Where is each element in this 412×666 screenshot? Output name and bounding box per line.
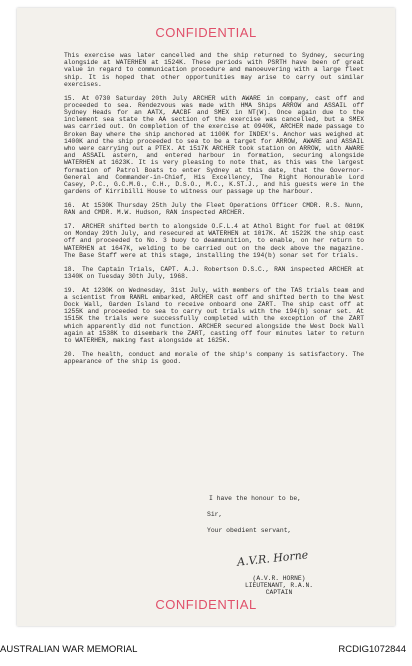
- paragraph-18: [64, 266, 364, 280]
- paragraph-continuation: [64, 52, 364, 88]
- handwritten-signature: A.V.R. Horne: [236, 548, 309, 569]
- archive-credit: AUSTRALIAN WAR MEMORIAL: [0, 644, 138, 655]
- confidential-stamp-bottom: CONFIDENTIAL: [155, 597, 257, 612]
- paragraph-number: 16.: [64, 202, 76, 210]
- signatory-role: CAPTAIN: [265, 589, 293, 597]
- paragraph-16: [64, 202, 364, 216]
- closing-servant: Your obedient servant,: [207, 527, 292, 534]
- paragraph-number: 15.: [64, 94, 76, 102]
- closing-sir: Sir,: [207, 511, 223, 518]
- signatory-name: (A.V.R. HORNE): [252, 575, 306, 582]
- letter-body: [64, 52, 364, 372]
- archive-record-id: RCDIG1072844: [338, 644, 406, 655]
- paragraph-15: [64, 95, 364, 196]
- closing-honour: I have the honour to be,: [209, 495, 302, 502]
- paragraph-17: [64, 223, 364, 259]
- document-page: [17, 8, 395, 626]
- paragraph-text: The health, conduct and morale of the ship's company is satisfactory. The appearance of the ship is good.: [64, 350, 364, 366]
- paragraph-number: 20.: [64, 350, 76, 358]
- paragraph-text: At 1530K Thursday 25th July the Fleet Operations Officer CMDR. R.S. Nunn, RAN and CMDR. M.W. Hudson, RAN inspected ARCHER.: [64, 202, 364, 217]
- paragraph-text: This exercise was later cancelled and the ship returned to Sydney, securing alongside at WATERHEN at 1524K. These periods with PSRTH have been of great value in regard to communication procedure and manoeuvering with a large fleet ship. It is hoped that other opportunities may arise to carry out similar exercises.: [64, 52, 364, 88]
- paragraph-text: ARCHER shifted berth to alongside O.F.L.4 at Athol Bight for fuel at 0819K on Monday 29th July, and resecured at WATERHEN at 1017K. At 1522K the ship cast off and proceeded to No. 3 buoy to deammunition, to enable, on her return to WATERHEN at 1647K, welding to be carried out on the deck above the magazine. The Base Staff were at this stage, installing the 194(b) sonar set for trials.: [64, 223, 364, 259]
- paragraph-number: 18.: [64, 265, 76, 273]
- paragraph-text: The Captain Trials, CAPT. A.J. Robertson D.S.C., RAN inspected ARCHER at 1340K on Tuesday 30th July, 1968.: [64, 265, 364, 280]
- paragraph-text: At 0730 Saturday 20th July ARCHER with AWARE in company, cast off and proceeded to sea. Rendezvous was made with HMA Ships ARROW and ASSAIL off Sydney Heads for an AATX, AACBF and SMEX in NT(W). Once again due to the inclement sea state the AA section of the exercise was cancelled, but a SMEX was carried out. On completion of the exercise at 0940K, ARCHER made passage to Broken Bay where the ship anchored at 1100K for INDEX's. Anchor was weighed at 1400K and the ship proceeded to sea to be a target for ARROW, AWARE and ASSAIL who were carrying out a PTEX. At 1517K ARCHER took station on ARROW, with AWARE and ASSAIL astern, and entered harbour in formation, securing alongside WATERHEN at 1623K. It is very pleasing to note that, as this was the largest formation of Patrol Boats to enter Sydney at this date, that the Governor-General and Commander-in-Chief, His Excellency, The Right Honourable Lord Casey, P.C., G.C.M.G., C.H., D.S.O., M.C., K.ST.J., and his guests were in the gardens of Kirribilli House to witness our passage up the harbour.: [64, 94, 364, 196]
- paragraph-20: [64, 351, 364, 365]
- paragraph-number: 19.: [64, 286, 76, 294]
- paragraph-number: 17.: [64, 223, 76, 231]
- signature-block: [239, 575, 319, 597]
- signatory-rank: LIEUTENANT, R.A.N.: [244, 582, 314, 590]
- confidential-stamp-top: CONFIDENTIAL: [155, 25, 257, 40]
- paragraph-text: At 1230K on Wednesday, 31st July, with members of the TAS trials team and a scientist from RANRL embarked, ARCHER cast off and shifted berth to the West Dock Wall, Garden Island to receive onboard one ZART. The ship cast off at 1255K and proceeded to sea to carry out trials with the 194(b) sonar set. At 1515K the trials were successfully completed with the exception of the ZART which apparently did not function. ARCHER secured alongside the West Dock Wall again at 1538K to disembark the ZART, casting off four minutes later to return to WATERHEN, making fast alongside at 1625K.: [64, 286, 364, 345]
- paragraph-19: [64, 287, 364, 345]
